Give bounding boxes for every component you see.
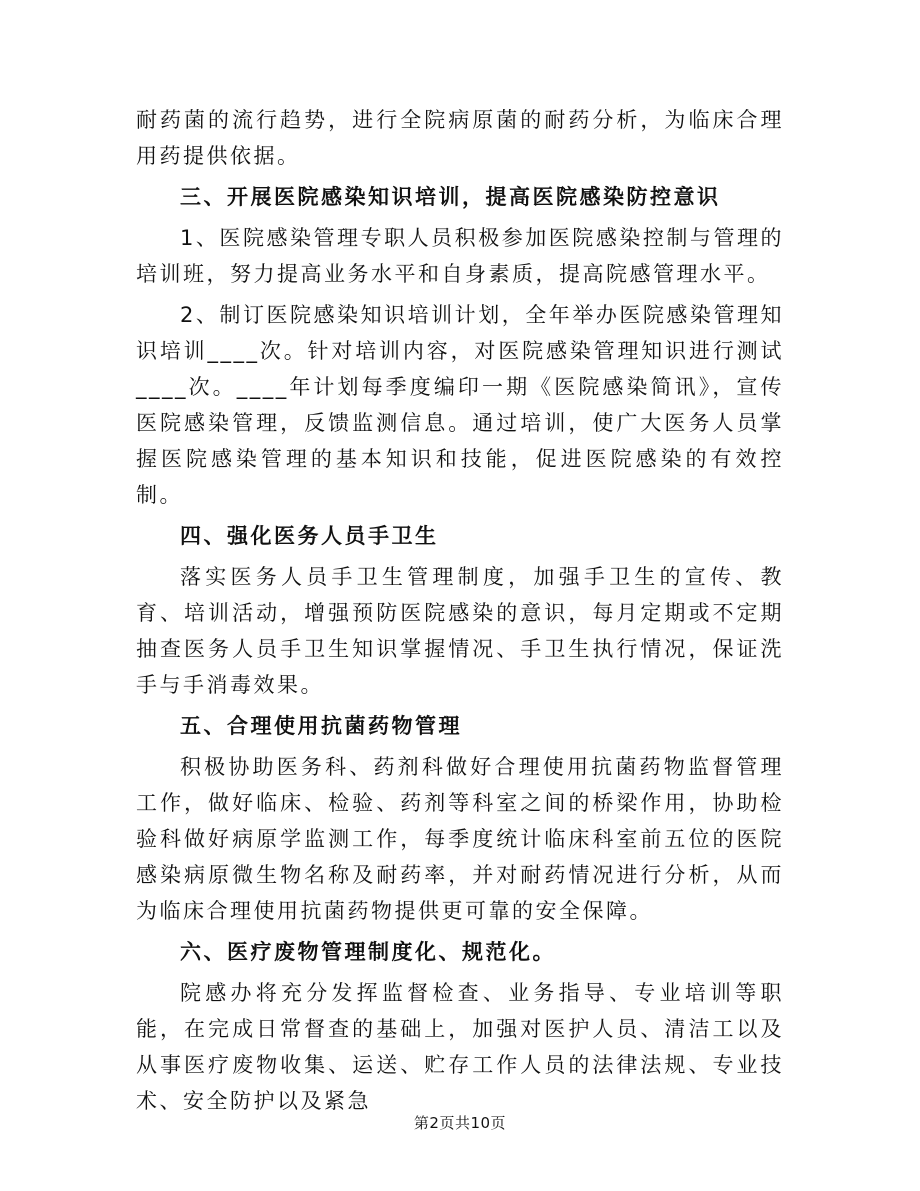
paragraph-3-1: 1、医院感染管理专职人员积极参加医院感染控制与管理的培训班，努力提高业务水平和自身素质，提高院感管理水平。 — [136, 226, 784, 286]
paragraph-3-2: 2、制订医院感染知识培训计划，全年举办医院感染管理知识培训____次。针对培训内容，对医院感染管理知识进行测试____次。____年计划每季度编印一期《医院感染简讯》，宣传医院感染管理，反馈监测信息。通过培训，使广大医务人员掌握医院感染管理的基本知识和技能，促进医院感染的有效控制。 — [136, 303, 784, 507]
section-heading-4: 四、强化医务人员手卫生 — [180, 524, 439, 548]
section-heading-5: 五、合理使用抗菌药物管理 — [180, 714, 462, 738]
paragraph-5: 积极协助医务科、药剂科做好合理使用抗菌药物监督管理工作，做好临床、检验、药剂等科室之间的桥梁作用，协助检验科做好病原学监测工作，每季度统计临床科室前五位的医院感染病原微生物名称及耐药率，并对耐药情况进行分析，从而为临床合理使用抗菌药物提供更可靠的安全保障。 — [136, 755, 784, 923]
section-heading-6: 六、医疗废物管理制度化、规范化。 — [180, 940, 556, 964]
paragraph-4: 落实医务人员手卫生管理制度，加强手卫生的宣传、教育、培训活动，增强预防医院感染的意识，每月定期或不定期抽查医务人员手卫生知识掌握情况、手卫生执行情况，保证洗手与手消毒效果。 — [136, 565, 784, 697]
document-body — [136, 102, 784, 1119]
paragraph-6: 院感办将充分发挥监督检查、业务指导、专业培训等职能，在完成日常督查的基础上，加强对医护人员、清洁工以及从事医疗废物收集、运送、贮存工作人员的法律法规、专业技术、安全防护以及紧急 — [136, 981, 784, 1113]
paragraph-continuation: 耐药菌的流行趋势，进行全院病原菌的耐药分析，为临床合理用药提供依据。 — [136, 108, 784, 168]
section-heading-3: 三、开展医院感染知识培训，提高医院感染防控意识 — [180, 185, 721, 209]
page-number-footer: 第2页共10页 — [413, 1114, 507, 1132]
